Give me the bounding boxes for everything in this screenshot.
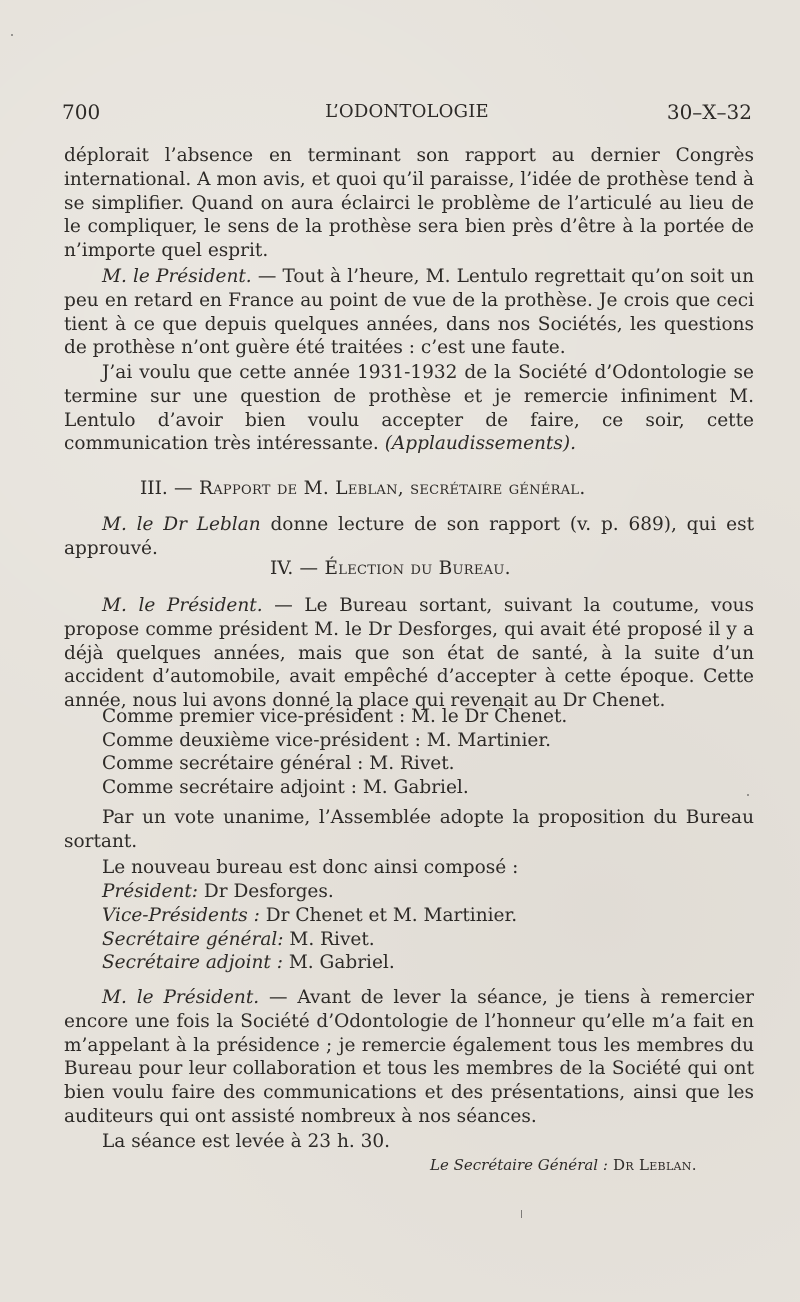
speaker-label: M. le Président. [102, 987, 260, 1008]
paragraph-election [64, 594, 754, 713]
paragraph-report [64, 513, 754, 561]
nomination-line: Comme deuxième vice-président : M. Martinier. [102, 730, 552, 751]
paragraph-text: Par un vote unanime, l’Assemblée adopte la proposition du Bureau sortant. [64, 807, 754, 852]
session-closed-line: La séance est levée à 23 h. 30. [102, 1131, 391, 1152]
speaker-label: M. le Dr Leblan [102, 514, 261, 535]
paragraph-intro [64, 144, 754, 263]
speaker-label: M. le Président. [102, 595, 263, 616]
board-role [102, 951, 395, 975]
nomination-line: Comme premier vice-président : M. le Dr Chenet. [102, 706, 568, 727]
paragraph-text: — Tout à l’heure, M. Lentulo regrettait qu’on soit un peu en retard en France au point de vue de la prothèse. Je crois que ceci tient à ce que depuis quelques années, dans nos Sociétés, les questions de prothèse n’ont guère été traitées : c’est une faute. [64, 266, 755, 359]
board-role [102, 880, 334, 904]
paper-speck [521, 1210, 522, 1218]
board-role-label: Secrétaire général: [102, 929, 284, 950]
paragraph-text: J’ai voulu que cette année 1931-1932 de la Société d’Odontologie se termine sur une question de prothèse et je remercie infiniment M. Lentulo d’avoir bien voulu accepter de faire, ce soir, cette communication très intéressante. [64, 362, 754, 455]
signature-name: Dr Leblan. [607, 1156, 697, 1174]
paragraph-closing-remarks [64, 986, 754, 1129]
issue-date: 30–X–32 [666, 100, 752, 124]
journal-title: L’ODONTOLOGIE [325, 101, 489, 122]
paragraph-text: — Avant de lever la séance, je tiens à remercier encore une fois la Société d’Odontologie de l’honneur qu’elle m’a fait en m’appelant à la présidence ; je remercie également tous les membres du Bureau pour leur collaboration et tous les membres de la Société qui ont bien voulu faire des communications et des présentations, ainsi que les auditeurs qui ont assisté nombreux à nos séances. [64, 987, 754, 1127]
nomination-line: Comme secrétaire général : M. Rivet. [102, 753, 455, 774]
board-role [102, 904, 517, 928]
nomination-line: Comme secrétaire adjoint : M. Gabriel. [102, 777, 469, 798]
board-role-label: Président: [102, 881, 199, 902]
board-role-value: M. Gabriel. [282, 952, 395, 973]
paragraph-intro-text: déplorait l’absence en terminant son rapport au dernier Congrès international. A mon avis, et quoi qu’il paraisse, l’idée de prothèse tend à se simplifier. Quand on aura éclairci le problème de l’articulé au lieu de le compliquer, le sens de la prothèse sera bien près d’être à la portée de n’importe quel esprit. [64, 145, 754, 262]
board-role [102, 928, 375, 952]
signature-title: Le Secrétaire Général : [430, 1156, 608, 1174]
paragraph-text: donne lecture de son rapport (v. p. 689), qui est approuvé. [64, 514, 755, 559]
paper-speck [747, 794, 749, 796]
section-number: IV. [270, 558, 294, 579]
board-role-label: Secrétaire adjoint : [102, 952, 283, 973]
board-role-value: Dr Desforges. [198, 881, 334, 902]
signature-line [430, 1154, 697, 1176]
paragraph-text: — Le Bureau sortant, suivant la coutume, vous propose comme président M. le Dr Desforges, qui avait été proposé il y a déjà quelques années, mais que son état de santé, à la suite d’un accident d’automobile, avait empêché d’accepter à cette époque. Cette année, nous lui avons donné la place qui revenait au Dr Chenet. [64, 595, 754, 712]
speaker-label: M. le Président. [102, 266, 252, 287]
section-title: — Rapport de M. Leblan, secrétaire général. [167, 478, 586, 499]
page-number: 700 [62, 100, 101, 124]
section-number: III. [140, 478, 168, 499]
board-role-label: Vice-Présidents : [102, 905, 260, 926]
board-role-value: M. Rivet. [283, 929, 375, 950]
paragraph-vote [64, 806, 754, 854]
section-heading-iv [270, 557, 800, 581]
applause-note: (Applaudissements). [384, 433, 576, 455]
paper-speck [11, 34, 13, 36]
board-role-value: Dr Chenet et M. Martinier. [259, 905, 518, 926]
page-header [62, 96, 752, 128]
paragraph-prosthesis-closing [64, 361, 754, 456]
board-intro: Le nouveau bureau est donc ainsi composé : [102, 857, 519, 878]
section-title: — Élection du Bureau. [293, 558, 511, 579]
paragraph-president-remark [64, 265, 754, 360]
section-heading-iii [140, 477, 700, 501]
